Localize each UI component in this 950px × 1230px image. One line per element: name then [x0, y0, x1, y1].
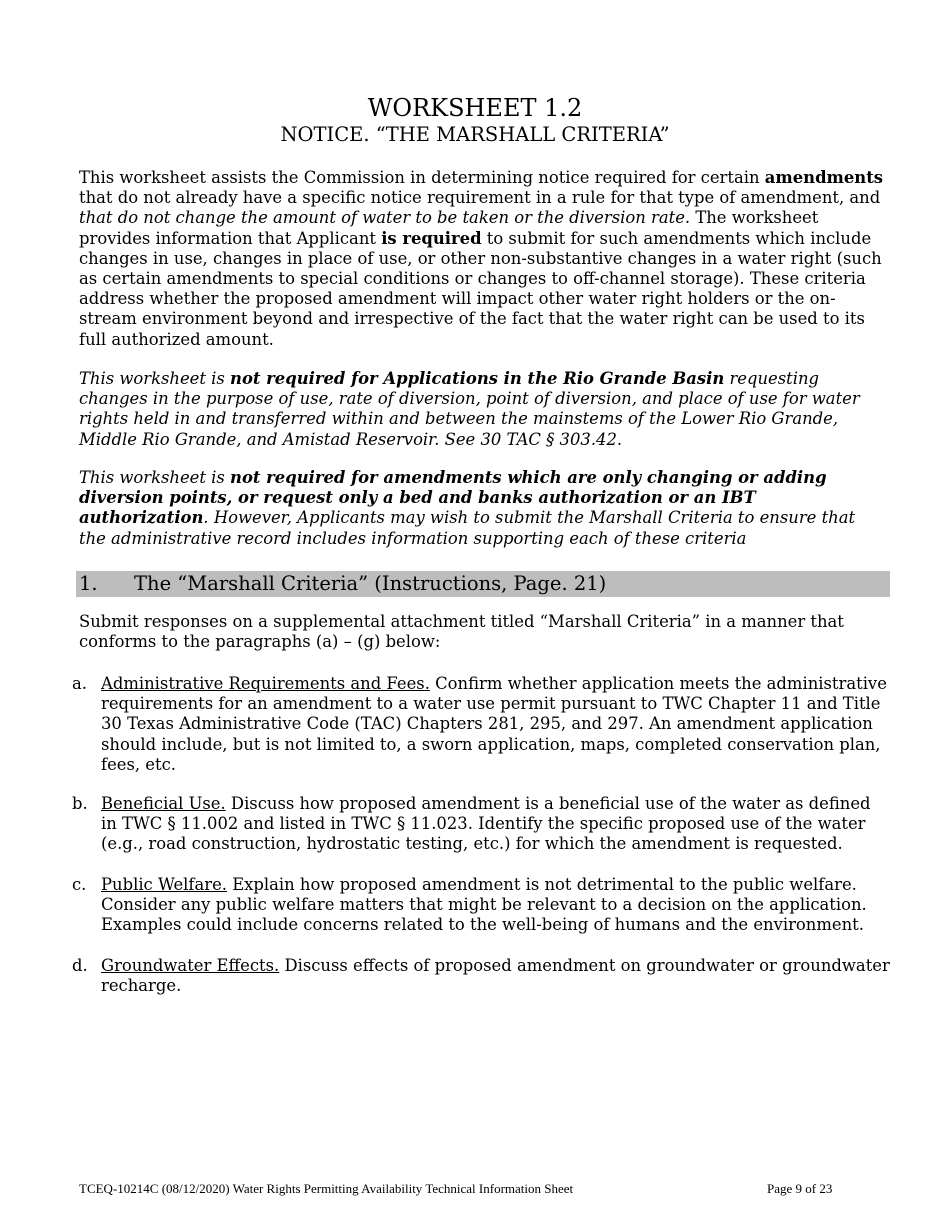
note2-text-1: This worksheet is [79, 468, 231, 487]
note1-text-1: This worksheet is [79, 369, 231, 388]
section-number: 1. [79, 572, 98, 595]
footer-page-number: Page 9 of 23 [767, 1181, 833, 1196]
item-text: Discuss how proposed amendment is a beneficial use of the water as defined in TWC § 11.002 and listed in TWC § 11.023. Identify the specific proposed use of the water (e.g., road construction, hydrostatic testing, etc.) for which the amendment is requested. [101, 794, 871, 854]
section-heading-bar [76, 571, 890, 597]
note2-text-2: . However, Applicants may wish to submit the Marshall Criteria to ensure that the administrative record includes information supporting each of these criteria [79, 508, 856, 548]
item-body [101, 794, 890, 855]
item-heading: Groundwater Effects. [101, 956, 280, 975]
item-text: Explain how proposed amendment is not detrimental to the public welfare. Consider any public welfare matters that might be relevant to a decision on the application. Examples could include concerns related to the well-being of humans and the environment. [101, 875, 867, 935]
item-body [101, 674, 890, 775]
note1-bold: not required for Applications in the Rio Grande Basin [230, 369, 725, 388]
item-heading: Public Welfare. [101, 875, 227, 894]
item-body [101, 956, 890, 996]
intro-paragraph [79, 168, 885, 350]
intro-text-1: This worksheet assists the Commission in determining notice required for certain [79, 168, 765, 187]
item-body [101, 875, 890, 936]
note1-text-2: requesting changes in the purpose of use, rate of diversion, point of diversion, and place of use for water rights held in and transferred within and between the mainstems of the Lower Rio Grande, Middle Rio Grande, and Amistad Reservoir. See 30 TAC § 303.42. [79, 369, 860, 449]
item-heading: Administrative Requirements and Fees. [101, 674, 430, 693]
footer-form-id: TCEQ-10214C (08/12/2020) Water Rights Permitting Availability Technical Information Sheet [79, 1181, 574, 1196]
item-letter: b. [72, 794, 88, 813]
intro-text-2: that do not already have a specific notice requirement in a rule for that type of amendment, and [79, 188, 881, 208]
worksheet-subtitle: NOTICE. “THE MARSHALL CRITERIA” [280, 123, 670, 146]
intro-bold-required: is required [381, 228, 482, 248]
section-intro: Submit responses on a supplemental attachment titled “Marshall Criteria” in a manner that conforms to the paragraphs (a) – (g) below: [79, 612, 844, 652]
item-heading: Beneficial Use. [101, 794, 226, 813]
intro-text-4: to submit for such amendments which include changes in use, changes in place of use, or other non-substantive changes in a water right (such as certain amendments to special conditions or changes to off-channel storage). These criteria address whether the proposed amendment will impact other water right holders or the on-stream environment beyond and irrespective of the fact that the water right can be used to its full authorized amount. [79, 228, 882, 349]
item-letter: a. [72, 674, 87, 693]
worksheet-title: WORKSHEET 1.2 [367, 94, 583, 122]
note2-bold: not required for amendments which are only changing or adding diversion points, or request only a bed and banks authorization or an IBT authorization [79, 468, 827, 528]
intro-italic-clause: that do not change the amount of water to be taken or the diversion rate. [79, 208, 691, 228]
item-text: Discuss effects of proposed amendment on groundwater or groundwater recharge. [101, 956, 890, 996]
item-letter: c. [72, 875, 87, 894]
intro-bold-amendments: amendments [764, 168, 884, 187]
item-letter: d. [72, 956, 88, 975]
diversion-points-note [79, 468, 885, 549]
intro-text-3: The worksheet provides information that Applicant [79, 208, 819, 248]
rio-grande-note [79, 369, 885, 450]
section-title: The “Marshall Criteria” (Instructions, Page. 21) [134, 572, 607, 595]
item-text: Confirm whether application meets the administrative requirements for an amendment to a water use permit pursuant to TWC Chapter 11 and Title 30 Texas Administrative Code (TAC) Chapters 281, 295, and 297. An amendment application should include, but is not limited to, a sworn application, maps, completed conservation plan, fees, etc. [101, 674, 887, 774]
